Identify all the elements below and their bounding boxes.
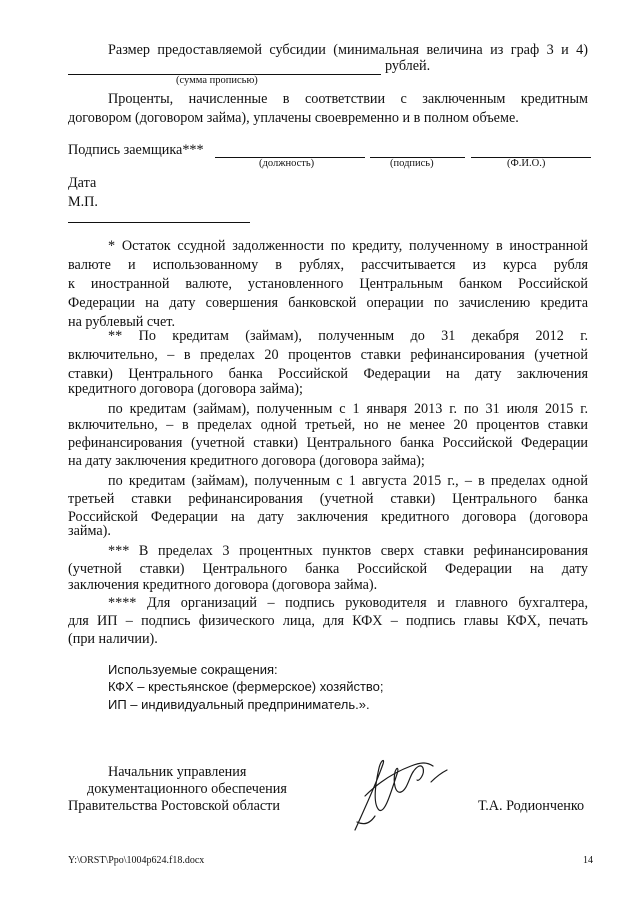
abbreviation-kfh: КФХ – крестьянское (фермерское) хозяйство; [108, 679, 384, 694]
subsidy-amount-caption: (сумма прописью) [176, 75, 258, 86]
signature-caption: (подпись) [390, 158, 434, 169]
abbreviation-ip: ИП – индивидуальный предприниматель.». [108, 697, 370, 712]
footnote-4-line-2: для ИП – подпись физического лица, для КФХ – подпись главы КФХ, печать [68, 613, 588, 629]
date-label: Дата [68, 175, 97, 191]
interest-line-2: договором (договором займа), уплачены своевременно и в полном объеме. [68, 110, 519, 126]
footnote-2c-line-2: третьей ставки рефинансирования (учетной ставки) Центрального банка [68, 491, 588, 507]
abbreviations-title: Используемые сокращения: [108, 662, 278, 677]
approval-position-line-1: Начальник управления [108, 764, 247, 780]
page-number: 14 [583, 855, 593, 866]
approval-position-line-3: Правительства Ростовской области [68, 798, 280, 814]
footnote-1-line-3: к иностранной валюте, установленного Центральным банком Российской [68, 276, 588, 292]
footnote-1-line-1: * Остаток ссудной задолженности по кредиту, полученному в иностранной [108, 238, 588, 254]
footnote-4-line-1: **** Для организаций – подпись руководителя и главного бухгалтера, [108, 595, 588, 611]
footnote-3-line-1: *** В пределах 3 процентных пунктов сверх ставки рефинансирования [108, 543, 588, 559]
footnote-2-line-3: ставки) Центрального банка Российской Федерации на дату заключения [68, 366, 588, 382]
footnote-2-line-1: ** По кредитам (займам), полученным до 31 декабря 2012 г. [108, 328, 588, 344]
footnote-1-line-4: Федерации на дату совершения банковской операции по зачислению кредита [68, 295, 588, 311]
footnote-2b-line-4: на дату заключения кредитного договора (договора займа); [68, 453, 425, 469]
seal-label: М.П. [68, 194, 98, 210]
footnote-3-line-3: заключения кредитного договора (договора займа). [68, 577, 378, 593]
footnote-3-line-2: (учетной ставки) Центрального банка Российской Федерации на дату [68, 561, 588, 577]
footnote-2c-line-3: Российской Федерации на дату заключения кредитного договора (договора [68, 509, 588, 525]
footnote-2b-line-3: рефинансирования (учетной ставки) Центрального банка Российской Федерации [68, 435, 588, 451]
subsidy-rubles: рублей. [385, 58, 431, 74]
footnote-2c-line-4: займа). [68, 523, 111, 539]
footnote-4-line-3: (при наличии). [68, 631, 158, 647]
footnote-1-line-5: на рублевый счет. [68, 314, 175, 330]
footnote-2-line-2: включительно, – в пределах 20 процентов ставки рефинансирования (учетной [68, 347, 588, 363]
handwritten-signature [335, 752, 455, 842]
footnote-2b-line-1: по кредитам (займам), полученным с 1 января 2013 г. по 31 июля 2015 г. [108, 401, 588, 417]
interest-line-1: Проценты, начисленные в соответствии с заключенным кредитным [108, 91, 588, 107]
approval-name: Т.А. Родионченко [478, 798, 585, 814]
footnote-separator [68, 222, 250, 223]
full-name-caption: (Ф.И.О.) [507, 158, 546, 169]
footnote-2b-line-2: включительно, – в пределах одной третьей, но не менее 20 процентов ставки [68, 417, 588, 433]
borrower-signature-label: Подпись заемщика*** [68, 142, 204, 158]
file-path: Y:\ORST\Ppo\1004p624.f18.docx [68, 855, 205, 866]
approval-position-line-2: документационного обеспечения [87, 781, 287, 797]
position-caption: (должность) [259, 158, 315, 169]
footnote-2-line-4: кредитного договора (договора займа); [68, 381, 303, 397]
footnote-2c-line-1: по кредитам (займам), полученным с 1 августа 2015 г., – в пределах одной [108, 473, 588, 489]
subsidy-line: Размер предоставляемой субсидии (минимальная величина из граф 3 и 4) [108, 42, 588, 58]
footnote-1-line-2: валюте и использованному в рублях, рассчитывается из курса рубля [68, 257, 588, 273]
